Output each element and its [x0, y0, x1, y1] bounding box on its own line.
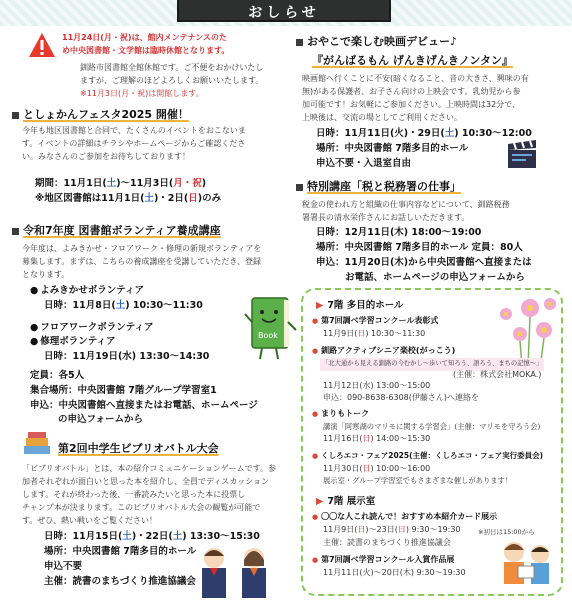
warning-icon [28, 32, 56, 58]
volunteer-body-2: 募集します。まずは、こちらの養成講座を受講していただき、登録 [22, 257, 262, 266]
fest-period-label: 期間： [35, 178, 64, 189]
volunteer-title [12, 222, 221, 238]
hall7-event3-title: ● まりもトーク [312, 408, 369, 421]
fest-body-3: い。みなさんのご参加をお待ちしております！ [22, 152, 190, 161]
biblio-date-c: ) 13:30〜15:30 [182, 531, 260, 542]
volunteer-body-1: 今年度は、よみきかせ・フロアワーク・修理の新規ボランティアを [22, 244, 262, 253]
exhibit7-event1-note: ※初日は15:00から [478, 528, 535, 536]
x1-date-b: )〜23日( [365, 525, 398, 534]
h3-date-a: 11月16日( [323, 434, 363, 443]
h3-date-sun: 日 [362, 434, 371, 443]
tax-apply-2: お電話、ホームページの申込フォームから [345, 272, 525, 283]
h1-date-b: ) 10:30〜11:30 [365, 329, 426, 338]
biblio-body-3: します。それが終わった後、一番読みたいと思った本に投票し [22, 490, 246, 499]
volunteer-item-1: ● よみきかせボランティア [30, 285, 144, 298]
tax-place: 場所：中央図書館 7階多目的ホール 定員：80人 [316, 242, 523, 253]
fest-body-2: す。イベントの詳細はチラシやホームページからご確認くださ [22, 139, 246, 148]
volunteer-item-2: ● フロアワークボランティア [30, 322, 154, 335]
exhibit7-title: ▶ 7階 展示室 [316, 496, 376, 507]
movie-title-text: おやこで楽しむ映画デビュー♪ [307, 35, 458, 48]
hall7-event1-title: ● 第7回調べ学習コンクール表彰式 [312, 315, 438, 328]
h4-date-b: ) 10:00〜16:00 [370, 464, 431, 473]
v1-date-a: 日時：11月8日( [44, 300, 116, 311]
fest-note-sun: 日 [188, 193, 198, 204]
fest-period-hol: 月・祝 [173, 178, 202, 189]
volunteer-apply-2: の申込フォームから [58, 414, 144, 425]
hall7-event2-apply: 申込：090-8638-6308(伊藤さん)へ連絡を [323, 393, 480, 402]
movie-apply: 申込不要・入退室自由 [316, 158, 412, 169]
fest-body-1: 今年も地区図書館と合同で、たくさんのイベントをおこないま [22, 126, 246, 135]
volunteer-item-3: ● 修理ボランティア [30, 336, 116, 349]
fest-title-text: としょかんフェスタ2025 開催！ [23, 108, 189, 121]
biblio-host: 主催：読書のまちづくり推進協議会 [44, 576, 196, 587]
movie-date-a: 日時：11月11日(火)・29日( [316, 128, 445, 139]
tax-date: 日時：12月11日(木) 18:00〜19:00 [316, 227, 482, 238]
fest-period [35, 178, 206, 191]
students-illustration [192, 544, 278, 600]
biblio-date-b: )・22日( [131, 531, 173, 542]
biblio-body-2: 加者それぞれが面白いと思った本を紹介し、全員でディスカッション [22, 477, 270, 486]
h4-date-sun: 日 [362, 464, 371, 473]
volunteer-capacity: 定員：各5人 [30, 370, 85, 381]
fest-note-c: )のみ [197, 193, 222, 204]
volunteer-item1-date [44, 300, 203, 313]
exhibit7-event1-date [323, 524, 461, 537]
h1-date-sun: 日 [357, 329, 366, 338]
hall7-event2-sub: 「北大通から見える釧路の今むかし〜歩いて知ろう、語ろう、まちの記憶〜」 [320, 358, 544, 371]
notice-body-1: 釧路市図書館全館休館です。ご不便をおかけいたし [80, 63, 264, 72]
fest-period-a: 11月1日( [63, 178, 107, 189]
notice-note: ※11月3日(月・祝)は開館します。 [80, 89, 204, 98]
hall7-event1-date [323, 328, 425, 341]
biblio-date-a: 日時：11月15日( [44, 531, 123, 542]
biblio-body-1: 「ビブリオバトル」とは、本の紹介コミュニケーションゲームです。参 [22, 464, 276, 473]
fest-period-b: )〜11月3日( [116, 178, 174, 189]
tax-body-1: 税金の使われ方と組織の仕事内容などについて、釧路税務 [302, 200, 510, 209]
movie-title [296, 33, 457, 49]
movie-subtitle: 『がんばるもん げんきげんきノンタン』 [312, 54, 513, 67]
hall7-title-text: 7階 多目的ホール [327, 300, 404, 311]
hall7-event3-date [323, 433, 430, 446]
exhibit7-title-text: 7階 展示室 [327, 496, 376, 507]
exhibit7-event2-date: 11月11日(火)〜20日(木) 9:30〜19:30 [323, 568, 466, 577]
book-stack-icon [22, 432, 52, 458]
hall7-event2-host: (主催：株式会社MOKA.) [453, 370, 542, 379]
volunteer-body-3: となります。 [22, 270, 70, 279]
biblio-apply: 申込不要 [44, 561, 83, 572]
x1-date-c: ) 9:30〜19:30 [405, 525, 461, 534]
h4-date-a: 11月30日( [323, 464, 363, 473]
volunteer-title-text: 令和7年度 図書館ボランティア養成講座 [23, 224, 221, 237]
movie-body-1: 映画館へ行くことに不安(暗くなること、音の大きさ、興味の有 [302, 74, 529, 83]
movie-body-3: 加可能です！お気軽にご参加ください。上映時間は32分で、 [302, 100, 521, 109]
movie-place: 場所：中央図書館 7階多目的ホール [316, 143, 469, 154]
biblio-date-sat2: 土 [172, 531, 183, 542]
clapperboard-icon [506, 140, 538, 170]
fest-note-a: ※地区図書館は11月1日( [35, 193, 145, 204]
hall7-event4-date [323, 463, 430, 476]
exhibit7-event1-host: 主催：読書のまちづくり推進協議会 [323, 538, 451, 547]
volunteer-item3-date: 日時：11月19日(水) 13:30〜14:30 [44, 351, 210, 362]
tax-apply-1: 申込：11月20日(木)から中央図書館へ直接または [316, 257, 532, 268]
hall7-event2-date: 11月12日(水) 13:00〜15:00 [323, 381, 431, 390]
hall7-event4-title: ● くしろエコ・フェア2025(主催：くしろエコ・フェア実行委員会) [312, 450, 543, 463]
biblio-date-sat1: 土 [122, 531, 132, 542]
biblio-date [44, 531, 260, 544]
exhibit7-event1-title: ● 〇〇な人これ読んで！おすすめ本紹介カード展示 [312, 511, 497, 524]
fest-title [12, 106, 189, 122]
movie-date-sat: 土 [444, 128, 455, 139]
exhibit7-event2-title: ● 第7回調べ学習コンクール入賞作品展 [312, 554, 454, 567]
tax-body-2: 署署長の清水栄作さんにお話しいただきます。 [302, 213, 470, 222]
movie-body-2: 無)がある保護者、お子さん向けの上映会です。乳幼児から参 [302, 87, 521, 96]
hall7-event3-sub: 講演「阿寒湖のマリモに関する学習会」(主催：マリモを守ろう会) [323, 422, 541, 431]
movie-date [316, 128, 532, 141]
x1-date-a: 11月9日( [323, 525, 358, 534]
fest-note [35, 193, 221, 206]
fest-period-c: ) [201, 178, 207, 189]
notice-headline-2: め中央図書館・文学館は臨時休館となります。 [62, 46, 230, 55]
h3-date-b: ) 14:00〜15:30 [370, 434, 431, 443]
h1-date-a: 11月9日( [323, 329, 358, 338]
x1-date-sun2: 日 [397, 525, 406, 534]
biblio-place: 場所：中央図書館 7階多目的ホール [44, 546, 197, 557]
biblio-body-4: チャンプ本が決まります。このビブリオバトル大会の観覧が可能で [22, 503, 261, 512]
v1-date-sat: 土 [115, 300, 126, 311]
volunteer-place: 集合場所：中央図書館 7階グループ学習室1 [30, 385, 217, 396]
tax-title-text: 特別講座「税と税務署の仕事」 [307, 180, 461, 193]
fest-note-b: )・2日( [153, 193, 189, 204]
movie-body-4: 上映後は、交流の場としてご利用ください。 [302, 113, 462, 122]
book-character-icon [244, 292, 298, 362]
notice-headline-1: 11月24日(月・祝)は、館内メンテナンスのた [62, 33, 227, 42]
kids-illustration [496, 536, 556, 590]
page-title: おしらせ [248, 5, 320, 21]
tax-title [296, 178, 461, 194]
fest-period-sat: 土 [106, 178, 117, 189]
hall7-event4-note: 展示室・グループ学習室でもさまざまな催しがあります！ [323, 476, 513, 485]
fest-note-sat: 土 [144, 193, 154, 204]
biblio-body-5: す。ぜひ、熱い戦いをご覧ください！ [22, 516, 158, 525]
volunteer-apply-1: 申込：中央図書館へ直接またはお電話、ホームページ [30, 400, 258, 411]
hall7-title: ▶ 7階 多目的ホール [316, 300, 404, 311]
book-label: Book [258, 331, 278, 340]
v1-date-b: ) 10:30〜11:30 [125, 300, 203, 311]
movie-date-b: ) 10:30〜12:00 [454, 128, 532, 139]
x1-date-sun: 日 [357, 525, 366, 534]
biblio-title: 第2回中学生ビブリオバトル大会 [58, 442, 219, 455]
notice-body-2: ますが、ご理解のほどよろしくお願いいたします。 [80, 76, 264, 85]
hall7-event2-title: ● 釧路アクティブシニア楽校(がっこう) [312, 345, 455, 358]
